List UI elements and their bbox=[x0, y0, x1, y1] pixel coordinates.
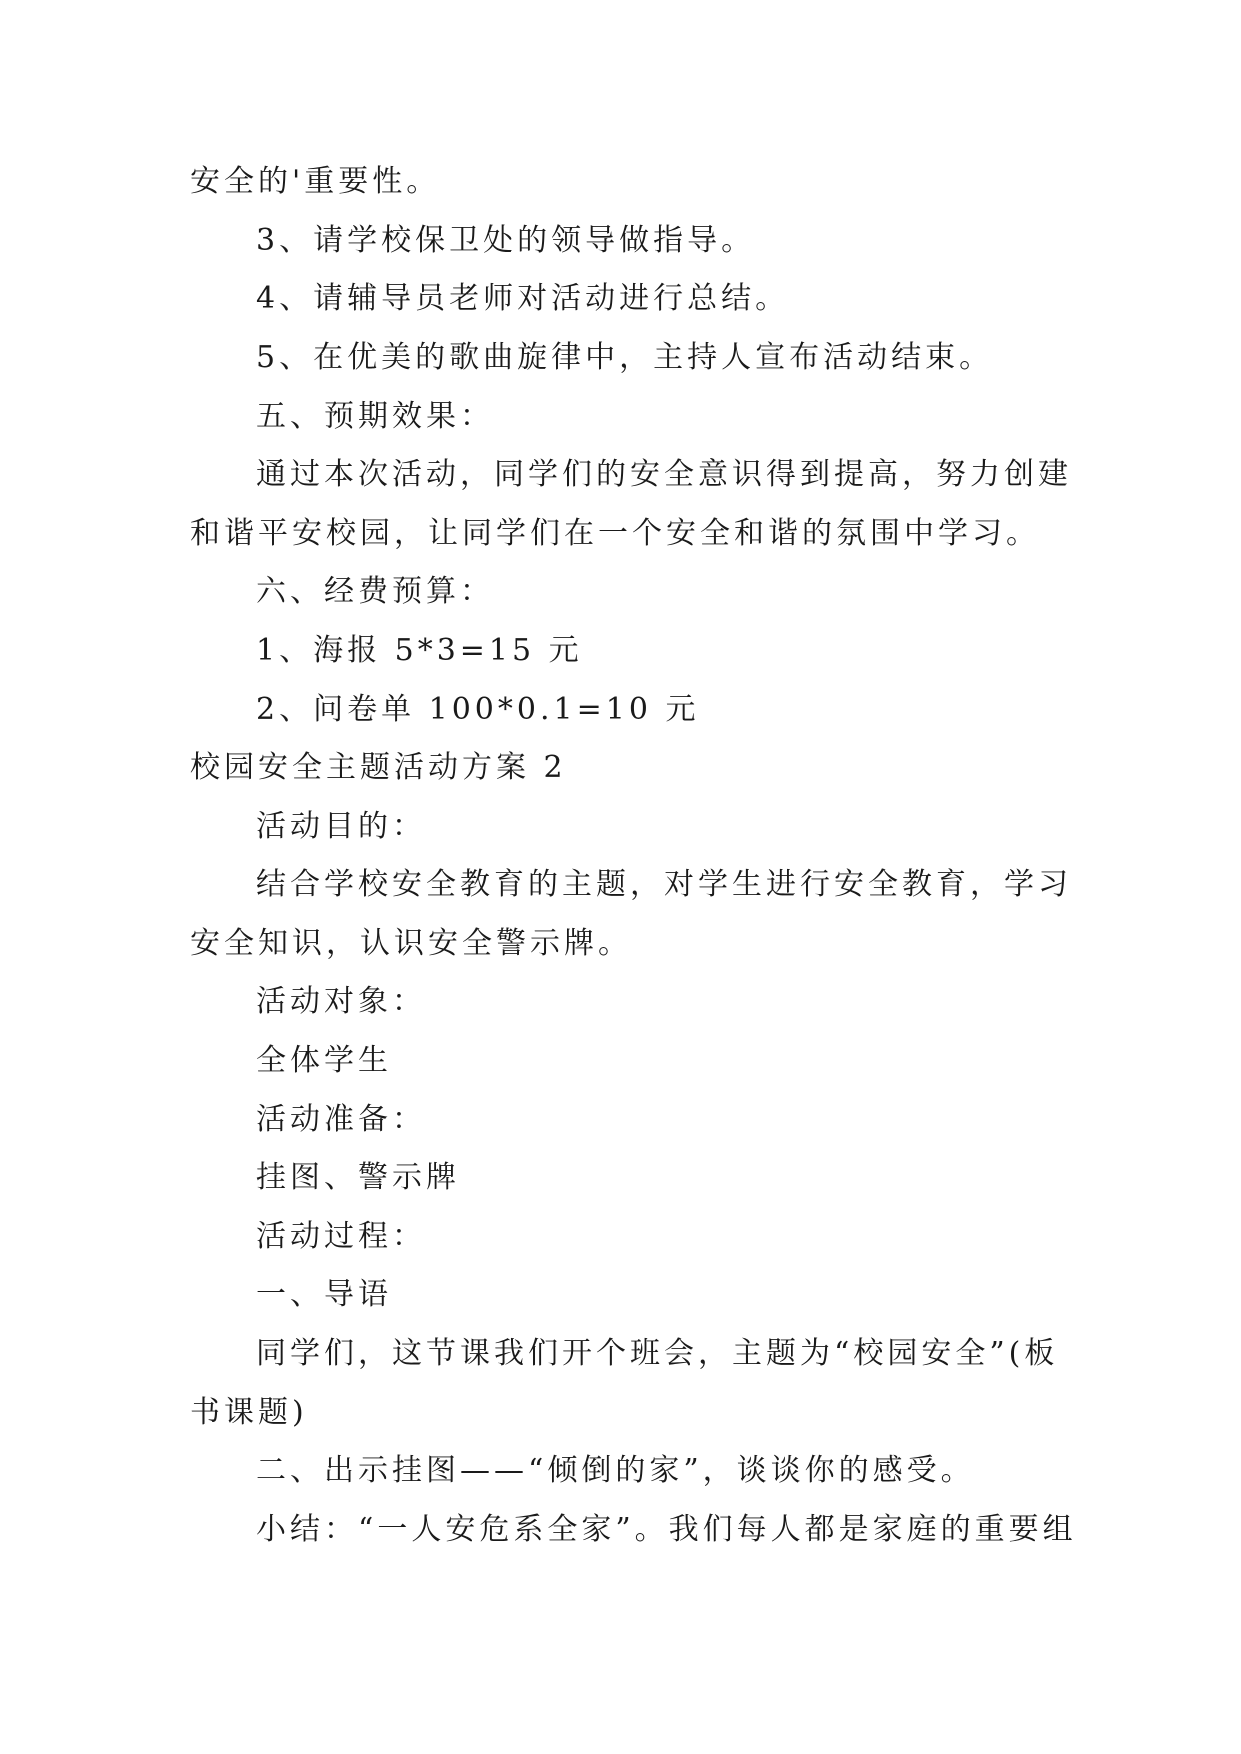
section-heading: 六、经费预算： bbox=[256, 574, 494, 609]
document-title: 校园安全主题活动方案 2 bbox=[190, 750, 567, 785]
text-line: 通过本次活动，同学们的安全意识得到提高，努力创建 bbox=[256, 457, 1072, 492]
text-line: 全体学生 bbox=[256, 1043, 392, 1078]
text-line: 5、在优美的歌曲旋律中，主持人宣布活动结束。 bbox=[256, 340, 994, 375]
text-line: 同学们，这节课我们开个班会，主题为“校园安全”(板 bbox=[256, 1336, 1059, 1371]
text-line: 2、问卷单 100*0.1=10 元 bbox=[256, 692, 700, 727]
section-heading: 五、预期效果： bbox=[256, 399, 494, 434]
text-line: 挂图、警示牌 bbox=[256, 1160, 460, 1195]
section-heading: 活动对象： bbox=[256, 984, 426, 1019]
text-line: 二、出示挂图——“倾倒的家”，谈谈你的感受。 bbox=[256, 1453, 975, 1488]
text-line: 安全知识，认识安全警示牌。 bbox=[190, 926, 632, 961]
text-line: 结合学校安全教育的主题，对学生进行安全教育，学习 bbox=[256, 867, 1072, 902]
section-heading: 活动过程： bbox=[256, 1219, 426, 1254]
text-line: 书课题) bbox=[190, 1395, 308, 1430]
text-line: 和谐平安校园，让同学们在一个安全和谐的氛围中学习。 bbox=[190, 516, 1040, 551]
section-heading: 活动目的： bbox=[256, 809, 426, 844]
section-heading: 一、导语 bbox=[256, 1277, 392, 1312]
text-line: 安全的'重要性。 bbox=[190, 164, 441, 199]
text-line: 小结：“一人安危系全家”。我们每人都是家庭的重要组 bbox=[256, 1512, 1077, 1547]
section-heading: 活动准备： bbox=[256, 1102, 426, 1137]
text-line: 3、请学校保卫处的领导做指导。 bbox=[256, 223, 756, 258]
text-line: 1、海报 5*3=15 元 bbox=[256, 633, 583, 668]
text-line: 4、请辅导员老师对活动进行总结。 bbox=[256, 281, 790, 316]
